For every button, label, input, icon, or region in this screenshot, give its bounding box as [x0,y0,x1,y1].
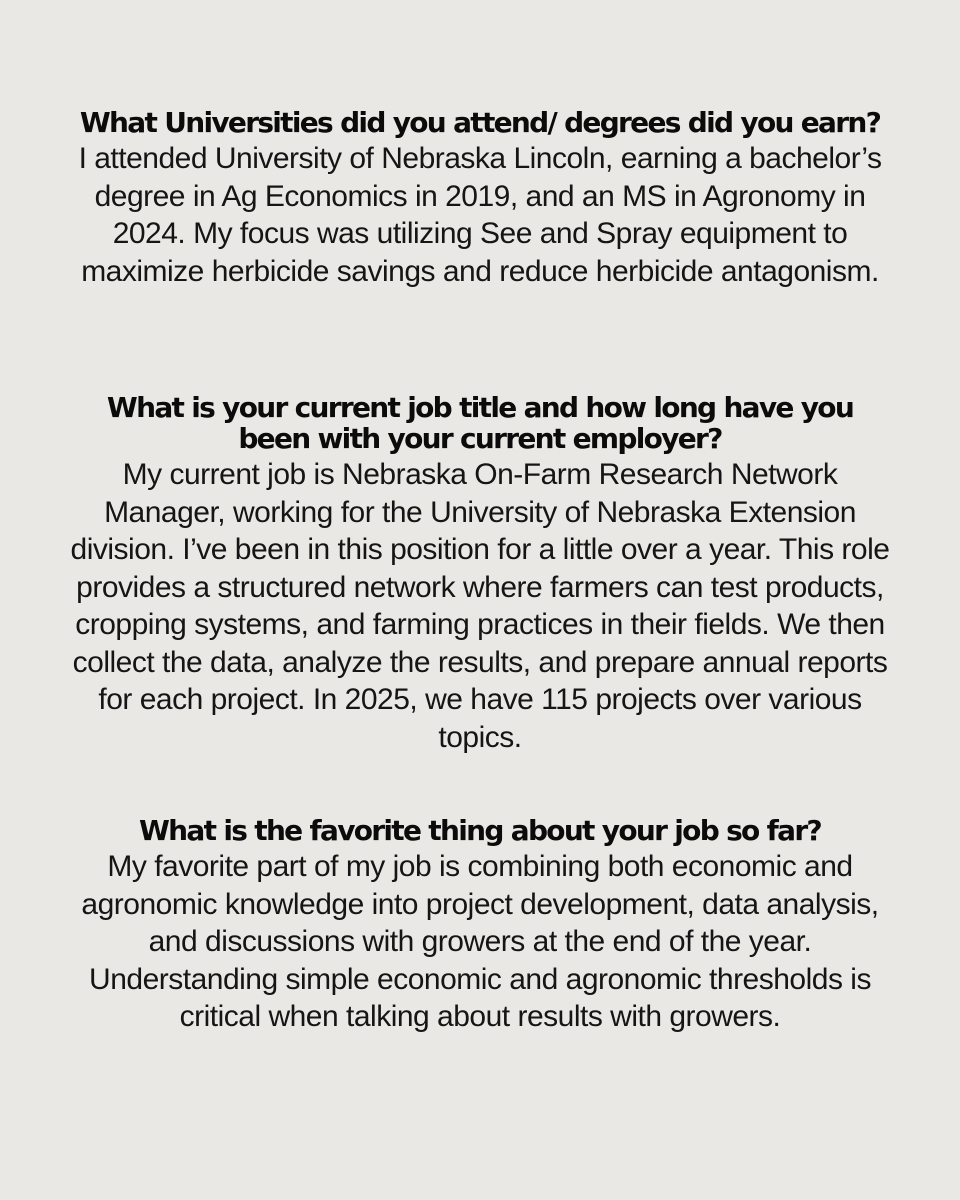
qa-block-current-job [70,392,890,756]
qa-block-favorite-thing [70,815,890,1036]
question-heading: What is the favorite thing about your job so far? [139,814,821,847]
question-heading: What Universities did you attend/ degrees did you earn? [79,106,881,139]
qa-block-universities [70,107,890,290]
answer-text: My current job is Nebraska On-Farm Research Network Manager, working for the University of Nebraska Extension division. I’ve been in this position for a little over a year. This role provides a structured network where farmers can test products, cropping systems, and farming practices in their fields. We then collect the data, analyze the results, and prepare annual reports for each project. In 2025, we have 115 projects over various topics. [70,458,890,754]
answer-text: I attended University of Nebraska Lincoln, earning a bachelor’s degree in Ag Economics in 2019, and an MS in Agronomy in 2024. My focus was utilizing See and Spray equipment to maximize herbicide savings and reduce herbicide antagonism. [78,142,882,288]
question-heading: What is your current job title and how long have you been with your current employer? [106,391,854,455]
answer-text: My favorite part of my job is combining both economic and agronomic knowledge into project development, data analysis, and discussions with growers at the end of the year. Understanding simple economic and agronomic thresholds is critical when talking about results with growers. [81,850,879,1033]
